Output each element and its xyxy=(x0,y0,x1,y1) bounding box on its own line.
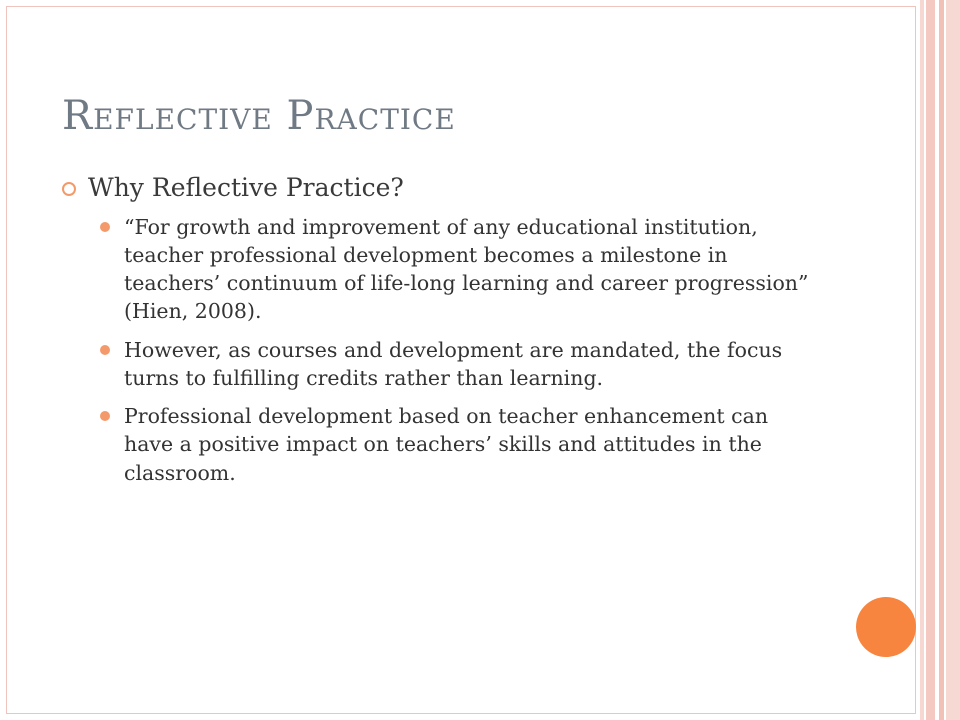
list-item xyxy=(100,402,822,487)
list-item-text: However, as courses and development are mandated, the focus turns to fulfilling credits rather than learning. xyxy=(124,337,783,390)
ring-bullet-icon xyxy=(62,182,76,196)
sub-bullet-list xyxy=(100,213,822,488)
list-item-text: Professional development based on teacher enhancement can have a positive impact on teachers’ skills and attitudes in the classroom. xyxy=(124,404,769,485)
dot-bullet-icon xyxy=(100,345,110,355)
slide-content xyxy=(62,172,822,497)
level1-bullet xyxy=(62,172,822,205)
dot-bullet-icon xyxy=(100,411,110,421)
list-item xyxy=(100,213,822,326)
slide-title: Reflective Practice xyxy=(62,93,456,139)
dot-bullet-icon xyxy=(100,222,110,232)
stripe xyxy=(926,0,935,720)
decorative-orange-circle xyxy=(856,597,916,657)
heading-text: Why Reflective Practice? xyxy=(88,173,404,202)
stripe xyxy=(946,0,960,720)
list-item-text: “For growth and improvement of any educational institution, teacher professional development becomes a milestone in teachers’ continuum of life-long learning and career progression” (Hien, 2008). xyxy=(124,214,809,324)
decorative-side-stripes xyxy=(920,0,960,720)
list-item xyxy=(100,336,822,393)
